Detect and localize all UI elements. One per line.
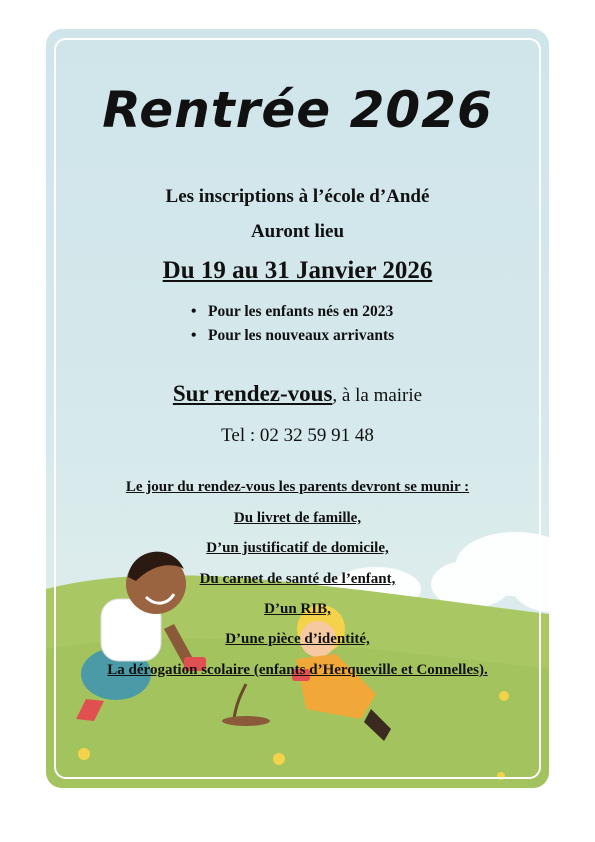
requirement-item: D’une pièce d’identité, (225, 631, 370, 647)
list-item (191, 300, 394, 324)
requirement-item: La dérogation scolaire (enfants d’Herqueville et Connelles). (107, 662, 488, 678)
poster-content (46, 29, 549, 788)
eligibility-list (191, 300, 394, 348)
takes-place-line: Auront lieu (250, 221, 345, 242)
list-item-label: Pour les nouveaux arrivants (208, 327, 395, 344)
phone-number: Tel : 02 32 59 91 48 (221, 425, 374, 446)
requirement-item: D’un justificatif de domicile, (206, 540, 389, 556)
requirements-heading: Le jour du rendez-vous les parents devront se munir : (125, 479, 470, 495)
requirement-item: Du livret de famille, (233, 510, 362, 526)
bullet-icon: • (191, 303, 197, 320)
poster (46, 29, 549, 788)
dates-text: Du 19 au 31 Janvier 2026 (162, 257, 433, 284)
list-item-label: Pour les enfants nés en 2023 (208, 303, 394, 320)
requirement-item: D’un RIB, (264, 601, 331, 617)
requirement-item: Du carnet de santé de l’enfant, (199, 571, 396, 587)
appointment-emphasis: Sur rendez-vous (172, 381, 333, 406)
list-item (191, 324, 394, 348)
poster-title: Rentrée 2026 (102, 81, 493, 139)
appointment-location: , à la mairie (332, 385, 423, 406)
appointment-line (46, 381, 549, 407)
bullet-icon: • (191, 327, 197, 344)
dates-heading (46, 257, 549, 285)
registration-line: Les inscriptions à l’école d’Andé (165, 186, 430, 207)
